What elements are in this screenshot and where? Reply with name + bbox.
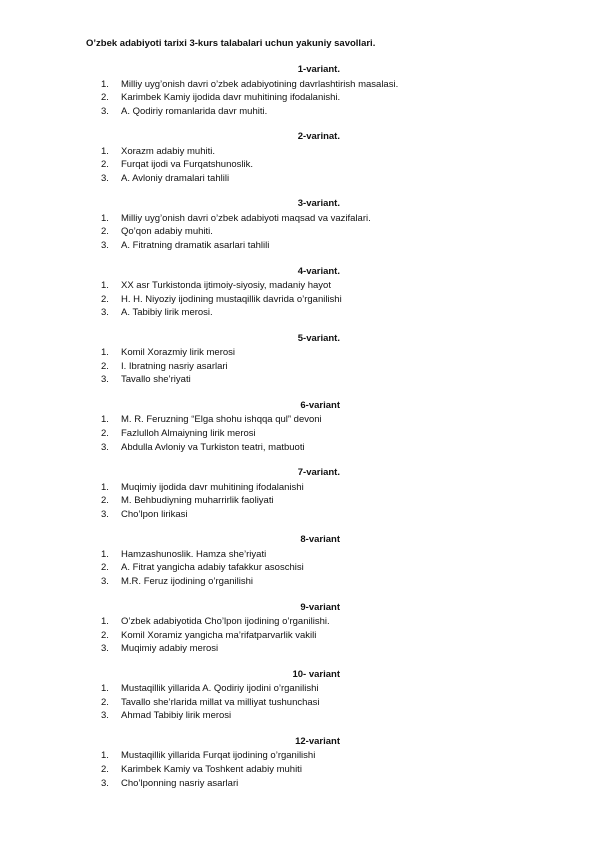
question-text: A. Fitrat yangicha adabiy tafakkur asoschisi — [121, 562, 304, 574]
question-number: 2. — [101, 428, 109, 440]
variant-heading: 4-variant. — [297, 265, 340, 277]
question-text: H. H. Niyoziy ijodining mustaqillik davrida o’rganilishi — [121, 293, 342, 305]
question-number: 1. — [101, 750, 109, 762]
question-text: Karimbek Kamiy ijodida davr muhitining ifodalanishi. — [121, 92, 341, 104]
variant-section — [0, 467, 596, 534]
question-number: 2. — [101, 360, 109, 372]
question-text: Ahmad Tabibiy lirik merosi — [121, 710, 232, 722]
variant-section — [0, 64, 596, 131]
question-text: Cho’lponning nasriy asarlari — [121, 777, 239, 789]
question-text: Abdulla Avloniy va Turkiston teatri, matbuoti — [121, 441, 305, 453]
question-number: 3. — [101, 710, 109, 722]
variant-section — [0, 669, 596, 736]
question-text: M. Behbudiyning muharrirlik faoliyati — [121, 495, 274, 507]
question-number: 2. — [101, 159, 109, 171]
variant-heading: 9-variant — [300, 601, 340, 613]
variant-heading: 10- variant — [292, 668, 340, 680]
variants-container — [0, 64, 596, 803]
variant-section — [0, 333, 596, 400]
document-title: O’zbek adabiyoti tarixi 3-kurs talabalari uchun yakuniy savollari. — [86, 38, 376, 49]
question-text: I. Ibratning nasriy asarlari — [121, 360, 228, 372]
question-text: Karimbek Kamiy va Toshkent adabiy muhiti — [121, 763, 302, 775]
question-number: 3. — [101, 441, 109, 453]
question-text: Hamzashunoslik. Hamza she’riyati — [121, 548, 267, 560]
question-number: 2. — [101, 495, 109, 507]
question-number: 1. — [101, 481, 109, 493]
question-number: 2. — [101, 696, 109, 708]
variant-section — [0, 131, 596, 198]
question-number: 3. — [101, 240, 109, 252]
question-number: 1. — [101, 347, 109, 359]
question-number: 1. — [101, 414, 109, 426]
question-text: A. Qodiriy romanlarida davr muhiti. — [121, 105, 268, 117]
question-text: Tavallo she’riyati — [121, 374, 191, 386]
question-number: 2. — [101, 629, 109, 641]
question-number: 3. — [101, 307, 109, 319]
variant-section — [0, 400, 596, 467]
question-text: A. Fitratning dramatik asarlari tahlili — [121, 240, 270, 252]
question-number: 3. — [101, 374, 109, 386]
question-text: Muqimiy ijodida davr muhitining ifodalanishi — [121, 481, 304, 493]
question-text: Milliy uyg’onish davri o’zbek adabiyoti maqsad va vazifalari. — [121, 212, 371, 224]
question-text: Komil Xoramiz yangicha ma’rifatparvarlik vakili — [121, 629, 317, 641]
question-text: M. R. Feruzning “Elga shohu ishqqa qul” devoni — [121, 414, 322, 426]
variant-heading: 2-varinat. — [297, 131, 340, 143]
variant-heading: 7-variant. — [297, 467, 340, 479]
variant-section — [0, 266, 596, 333]
question-number: 3. — [101, 508, 109, 520]
variant-heading: 6-variant — [300, 399, 340, 411]
question-number: 1. — [101, 145, 109, 157]
question-number: 3. — [101, 105, 109, 117]
question-number: 1. — [101, 616, 109, 627]
question-text: M.R. Feruz ijodining o’rganilishi — [121, 576, 253, 587]
variant-section — [0, 198, 596, 265]
question-number: 3. — [101, 777, 109, 789]
question-number: 2. — [101, 562, 109, 574]
question-number: 1. — [101, 683, 109, 695]
question-text: Fazlulloh Almaiyning lirik merosi — [121, 428, 256, 440]
question-text: Cho’lpon lirikasi — [121, 508, 188, 520]
question-text: Muqimiy adabiy merosi — [121, 643, 219, 655]
variant-heading: 3-variant. — [297, 198, 340, 210]
variant-heading: 5-variant. — [297, 332, 340, 344]
question-number: 1. — [101, 212, 109, 224]
question-number: 2. — [101, 293, 109, 305]
question-text: A. Tabibiy lirik merosi. — [121, 307, 213, 319]
question-text: Tavallo she’rlarida millat va milliyat tushunchasi — [121, 696, 320, 708]
question-number: 2. — [101, 226, 109, 238]
question-text: O’zbek adabiyotida Cho’lpon ijodining o’rganilishi. — [121, 616, 330, 627]
question-text: Qo’qon adabiy muhiti. — [121, 226, 213, 238]
variant-heading: 8-variant — [300, 534, 340, 546]
question-text: Milliy uyg’onish davri o’zbek adabiyotining davrlashtirish masalasi. — [121, 78, 399, 90]
question-text: Mustaqillik yillarida A. Qodiriy ijodini o’rganilishi — [121, 683, 319, 695]
question-text: A. Avloniy dramalari tahlili — [121, 172, 230, 184]
question-text: Mustaqillik yillarida Furqat ijodining o’rganilishi — [121, 750, 316, 762]
question-number: 2. — [101, 763, 109, 775]
question-text: Komil Xorazmiy lirik merosi — [121, 347, 236, 359]
variant-heading: 1-variant. — [297, 64, 340, 75]
variant-section — [0, 602, 596, 669]
question-text: Furqat ijodi va Furqatshunoslik. — [121, 159, 254, 171]
question-number: 3. — [101, 172, 109, 184]
variant-heading: 12-variant — [295, 735, 340, 747]
question-number: 3. — [101, 643, 109, 655]
question-number: 1. — [101, 280, 109, 292]
variant-section — [0, 736, 596, 803]
question-number: 3. — [101, 576, 109, 587]
question-number: 1. — [101, 78, 109, 90]
question-number: 2. — [101, 92, 109, 104]
variant-section — [0, 534, 596, 601]
question-text: Xorazm adabiy muhiti. — [121, 145, 215, 157]
question-text: XX asr Turkistonda ijtimoiy-siyosiy, madaniy hayot — [121, 280, 331, 292]
question-number: 1. — [101, 548, 109, 560]
